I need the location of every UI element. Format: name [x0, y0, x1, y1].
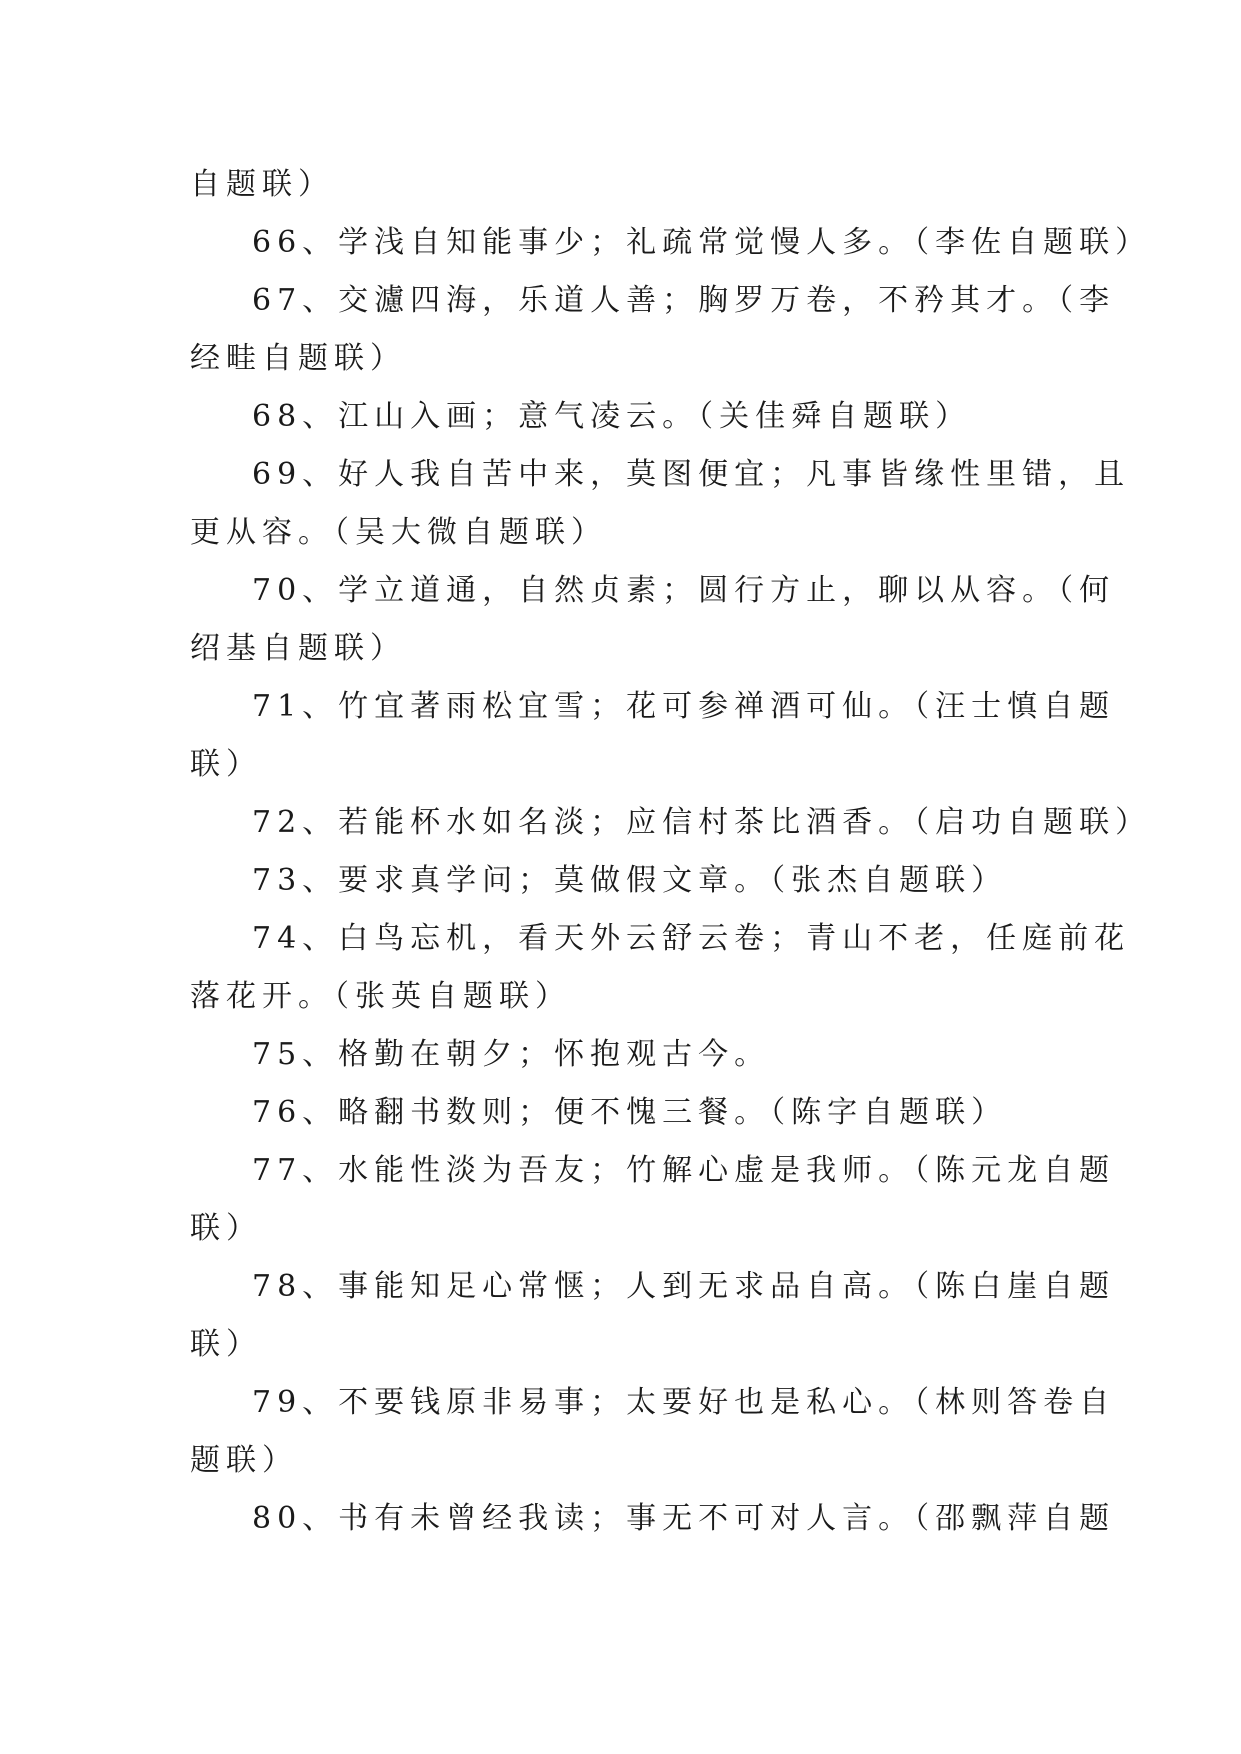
text-line: 题联） — [190, 1443, 298, 1478]
text-line: 联） — [190, 1211, 262, 1246]
couplet-73: 73、要求真学问；莫做假文章。（张杰自题联） — [252, 863, 1008, 898]
text-line: 自题联） — [190, 167, 334, 202]
text-line: 更从容。（吴大微自题联） — [190, 515, 607, 550]
couplet-66: 66、学浅自知能事少；礼疏常觉慢人多。（李佐自题联） — [252, 225, 1152, 260]
couplet-79: 79、不要钱原非易事；太要好也是私心。（林则答卷自 — [252, 1385, 1116, 1420]
couplet-78: 78、事能知足心常惬；人到无求品自高。（陈白崖自题 — [252, 1269, 1116, 1304]
text-line: 联） — [190, 1327, 262, 1362]
couplet-72: 72、若能杯水如名淡；应信村茶比酒香。（启功自题联） — [252, 805, 1152, 840]
couplet-74: 74、白鸟忘机，看天外云舒云卷；青山不老，任庭前花 — [252, 921, 1131, 956]
couplet-80: 80、书有未曾经我读；事无不可对人言。（邵飘萍自题 — [252, 1501, 1116, 1536]
couplet-67: 67、交濾四海，乐道人善；胸罗万卷，不矜其才。（李 — [252, 283, 1116, 318]
couplet-76: 76、略翻书数则；便不愧三餐。（陈字自题联） — [252, 1095, 1008, 1130]
couplet-69: 69、好人我自苦中来，莫图便宜；凡事皆缘性里错，且 — [252, 457, 1131, 492]
text-line: 绍基自题联） — [190, 631, 406, 666]
couplet-71: 71、竹宜著雨松宜雪；花可参禅酒可仙。（汪士慎自题 — [252, 689, 1116, 724]
text-line: 经畦自题联） — [190, 341, 406, 376]
couplet-68: 68、江山入画；意气凌云。（关佳舜自题联） — [252, 399, 972, 434]
text-line: 联） — [190, 747, 262, 782]
document-body — [190, 156, 1152, 1548]
couplet-75: 75、格勤在朝夕；怀抱观古今。 — [252, 1037, 771, 1072]
couplet-70: 70、学立道通，自然贞素；圆行方止，聊以从容。（何 — [252, 573, 1116, 608]
text-line: 落花开。（张英自题联） — [190, 979, 571, 1014]
couplet-77: 77、水能性淡为吾友；竹解心虚是我师。（陈元龙自题 — [252, 1153, 1116, 1188]
